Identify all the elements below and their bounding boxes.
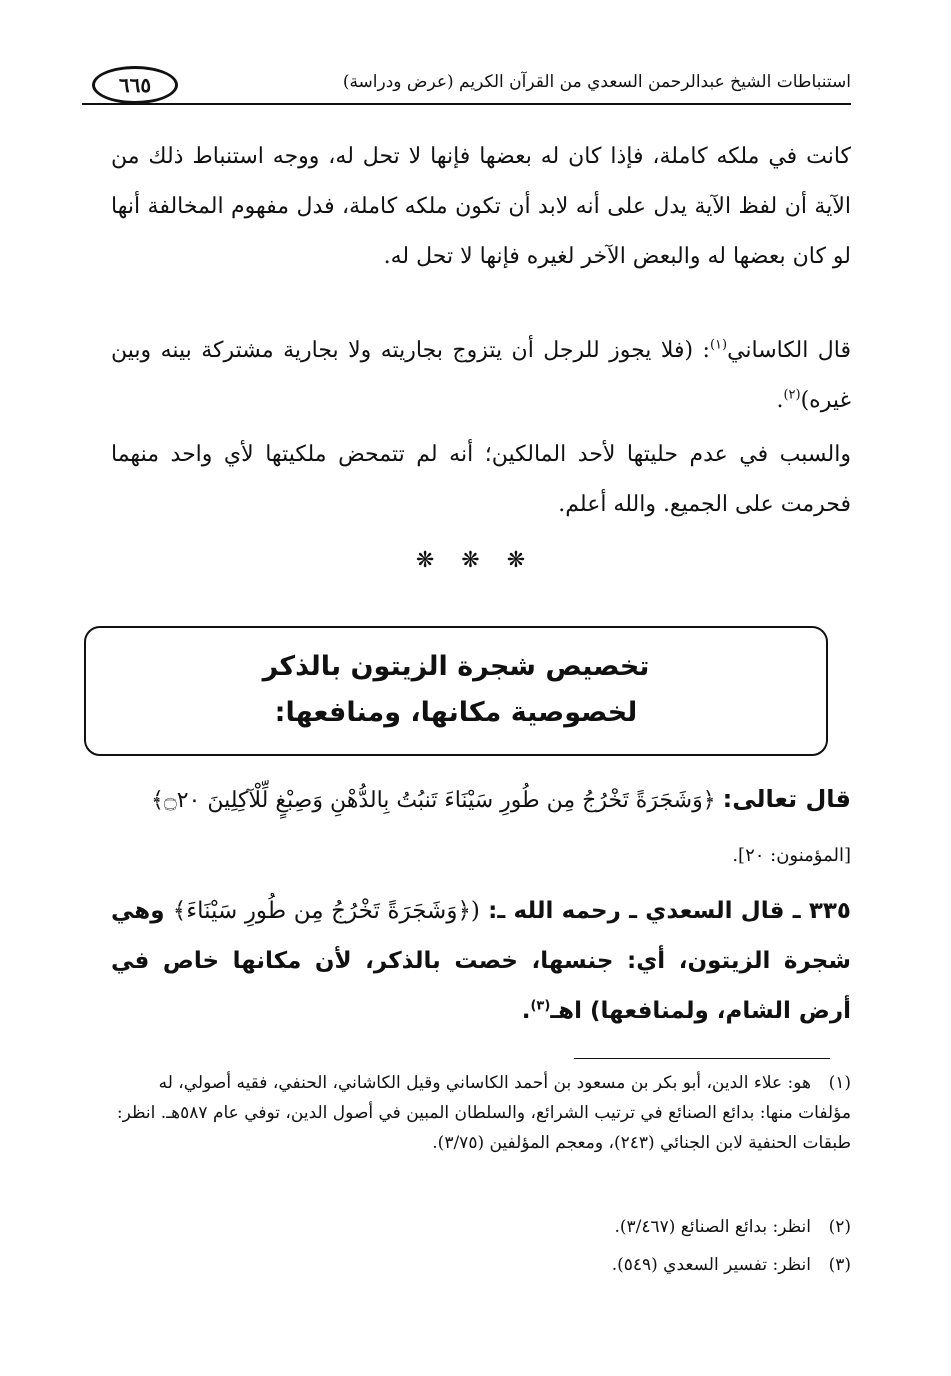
section-title-line-2: لخصوصية مكانها، ومنافعها: <box>274 697 638 728</box>
header-divider <box>82 103 851 105</box>
entry-lead: ٣٣٥ ـ قال السعدي ـ رحمه الله ـ: <box>488 898 851 924</box>
page-number-badge: ٦٦٥ <box>92 66 178 104</box>
footnote-3-number: (٣) <box>828 1255 851 1275</box>
section-title-box <box>84 626 828 756</box>
footnote-2-number: (٢) <box>828 1217 851 1237</box>
footnote-2-text: انظر: بدائع الصنائع (٣/٤٦٧). <box>614 1217 811 1237</box>
footnote-ref-1[interactable]: (١) <box>709 337 728 353</box>
entry-end: . <box>521 998 531 1024</box>
saadi-entry-335 <box>111 886 851 1036</box>
footnote-1 <box>111 1068 851 1158</box>
footnote-1-number: (١) <box>828 1073 851 1093</box>
footnote-3 <box>111 1250 851 1280</box>
footnote-ref-2[interactable]: (٢) <box>783 387 801 403</box>
paragraph-2-before: قال الكاساني <box>727 338 851 363</box>
footnote-1-text: هو: علاء الدين، أبو بكر بن مسعود بن أحمد الكاساني وقيل الكاشاني، الحنفي، فقيه أصولي، له مؤلفات منها: بدائع الصنائع في ترتيب الشرائع، والسلطان المبين في أصول الدين، توفي عام ٥٨٧هـ. انظر: طبقات الحنفية لابن الجنائي (٢٤٣)، ومعجم المؤلفين (٣/٧٥). <box>116 1073 851 1153</box>
entry-body: وهي شجرة الزيتون، أي: جنسها، خصت بالذكر، لأن مكانها خاص في أرض الشام، ولمنافعها) اهـ <box>111 898 851 1024</box>
paragraph-3: والسبب في عدم حليتها لأحد المالكين؛ أنه لم تتمحض ملكيتها لأي واحد منهما فحرمت على الجميع. والله أعلم. <box>111 442 851 517</box>
quranic-verse <box>111 772 851 883</box>
paragraph-kasani-quote <box>111 326 851 426</box>
paragraph-2-after: : (فلا يجوز للرجل أن يتزوج بجاريته ولا بجارية مشتركة بينه وبين غيره) <box>111 338 851 413</box>
verse-intro: قال تعالى: <box>722 785 851 813</box>
verse-reference: [المؤمنون: ٢٠]. <box>732 845 851 866</box>
footnote-3-text: انظر: تفسير السعدي (٥٤٩). <box>611 1255 811 1275</box>
running-header-title: استنباطات الشيخ عبدالرحمن السعدي من القرآن الكريم (عرض ودراسة) <box>342 72 851 92</box>
section-separator-stars: ❋ ❋ ❋ <box>415 548 536 573</box>
running-header <box>80 62 851 104</box>
section-title-line-1: تخصيص شجرة الزيتون بالذكر <box>262 651 650 682</box>
paragraph-1: كانت في ملكه كاملة، فإذا كان له بعضها فإنها لا تحل له، ووجه استنباط ذلك من الآية أن لفظ الآية يدل على أنه لابد أن تكون ملكه كاملة، فدل مفهوم المخالفة أنها لو كان بعضها له والبعض الآخر لغيره فإنها لا تحل له. <box>111 144 851 269</box>
verse-text: ﴿وَشَجَرَةً تَخْرُجُ مِن طُورِ سَيْنَاءَ تَنبُتُ بِالدُّهْنِ وَصِبْغٍ لِّلْآكِلِينَ ۝٢٠﴾ <box>150 788 716 813</box>
footnote-divider <box>574 1058 830 1059</box>
entry-quote: (﴿وَشَجَرَةً تَخْرُجُ مِن طُورِ سَيْنَاءَ﴾ <box>172 898 480 924</box>
paragraph-2-end: . <box>776 388 784 413</box>
footnote-ref-3[interactable]: (٣) <box>530 998 551 1014</box>
footnote-2 <box>111 1212 851 1242</box>
